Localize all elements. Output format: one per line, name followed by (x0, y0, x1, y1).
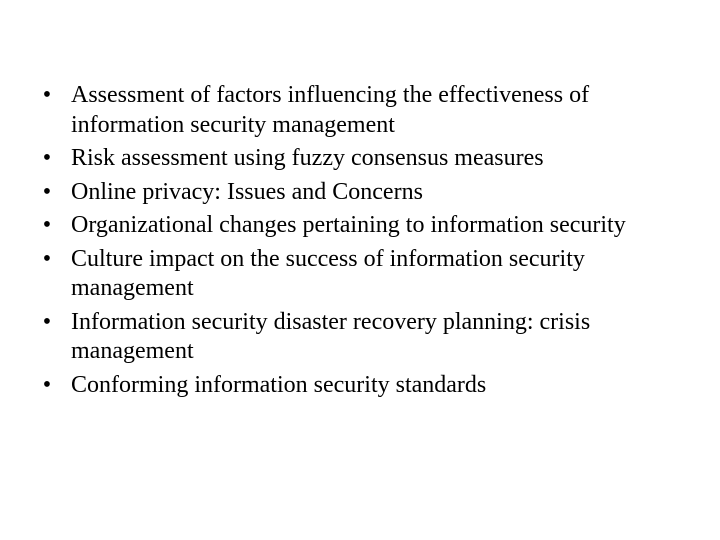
bullet-item-2 (40, 144, 685, 174)
bullet-marker: • (42, 212, 52, 238)
bullet-text: Risk assessment using fuzzy consensus measures (71, 145, 544, 171)
bullet-text: Assessment of factors influencing the effectiveness of information security management (71, 82, 590, 138)
bullet-item-7 (40, 371, 685, 401)
bullet-item-1 (40, 81, 685, 140)
bullet-text: Culture impact on the success of information security management (71, 245, 585, 301)
bullet-text: Organizational changes pertaining to information security (71, 212, 626, 238)
bullet-marker: • (42, 82, 52, 108)
bullet-marker: • (42, 145, 52, 171)
bullet-item-6 (40, 308, 685, 367)
bullet-marker: • (42, 245, 52, 272)
bullet-item-4 (40, 211, 685, 241)
bullet-marker: • (42, 308, 52, 335)
bullet-item-3 (40, 178, 685, 208)
bullet-item-5 (40, 245, 685, 304)
bullet-text: Information security disaster recovery planning: crisis management (71, 308, 591, 364)
bullet-text: Online privacy: Issues and Concerns (71, 178, 423, 205)
bullet-text: Conforming information security standards (71, 371, 487, 398)
bullet-list (40, 81, 685, 404)
bullet-marker: • (42, 371, 52, 398)
bullet-marker: • (42, 178, 52, 205)
